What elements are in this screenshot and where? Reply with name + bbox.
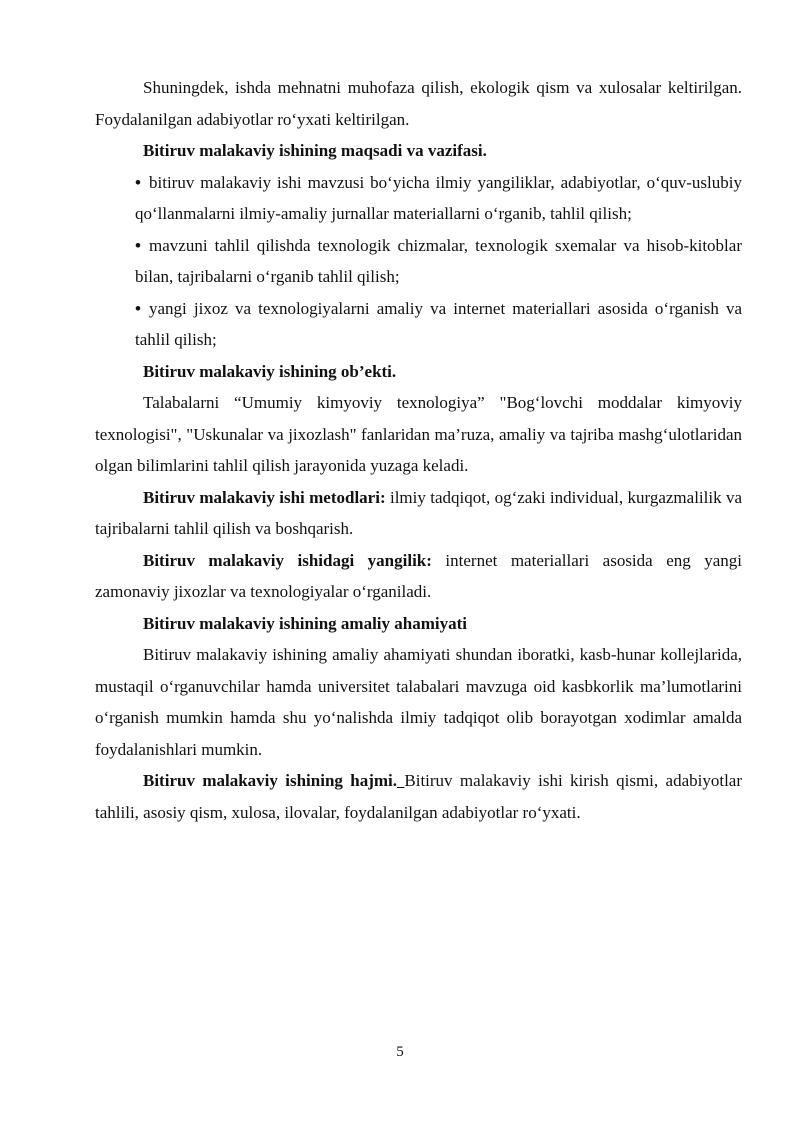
bullet-text: yangi jixoz va texnologiyalarni amaliy va internet materiallari asosida o‘rganish va tahlil qilish; <box>135 298 742 349</box>
bullet-icon: • <box>135 298 141 318</box>
page-number: 5 <box>396 1044 404 1060</box>
practical-heading: Bitiruv malakaviy ishining amaliy ahamiyati <box>143 613 467 633</box>
list-item <box>135 167 742 230</box>
object-paragraph: Talabalarni “Umumiy kimyoviy texnologiya” "Bog‘lovchi moddalar kimyoviy texnologisi", "Uskunalar va jixozlash" fanlaridan ma’ruza, amaliy va tajriba mashg‘ulotlaridan olgan bilimlarini tahlil qilish jarayonida yuzaga keladi. <box>95 393 742 475</box>
intro-paragraph: Shuningdek, ishda mehnatni muhofaza qilish, ekologik qism va xulosalar keltirilgan. Foydalanilgan adabiyotlar ro‘yxati keltirilgan. <box>95 78 742 129</box>
methods-text: ilmiy tadqiqot, og‘zaki individual, kurgazmalilik va tajribalarni tahlil qilish va boshqarish. <box>95 487 743 538</box>
methods-paragraph <box>95 482 742 545</box>
bullet-icon: • <box>135 172 141 192</box>
practical-paragraph: Bitiruv malakaviy ishining amaliy ahamiyati shundan iboratki, kasb-hunar kollejlarida, mustaqil o‘rganuvchilar hamda universitet talabalari mavzuga oid kasbkorlik ma’lumotlarini o‘rganish mumkin hamda shu yo‘nalishda ilmiy tadqiqot olib borayotgan xodimlar amalda foydalanishlari mumkin. <box>95 645 742 759</box>
volume-text: Bitiruv malakaviy ishi kirish qismi, adabiyotlar tahlili, asosiy qism, xulosa, ilovalar, foydalanilgan adabiyotlar ro‘yxati. <box>95 771 742 822</box>
novelty-text: internet materiallari asosida eng yangi zamonaviy jixozlar va texnologiyalar o‘rganiladi. <box>95 550 742 601</box>
methods-label: Bitiruv malakaviy ishi metodlari: <box>143 487 386 507</box>
bullet-text: mavzuni tahlil qilishda texnologik chizmalar, texnologik sxemalar va hisob-kitoblar bilan, tajribalarni o‘rganib tahlil qilish; <box>135 235 742 286</box>
goals-heading: Bitiruv malakaviy ishining maqsadi va vazifasi. <box>143 141 487 160</box>
novelty-paragraph <box>95 545 742 608</box>
volume-label: Bitiruv malakaviy ishining hajmi. <box>143 771 398 790</box>
bullet-text: bitiruv malakaviy ishi mavzusi bo‘yicha ilmiy yangiliklar, adabiyotlar, o‘quv-uslubiy qo‘llanmalarni ilmiy-amaliy jurnallar materiallarni o‘rganib, tahlil qilish; <box>135 172 742 223</box>
volume-paragraph <box>95 765 742 828</box>
list-item <box>135 293 742 356</box>
bullet-icon: • <box>135 235 141 255</box>
novelty-label: Bitiruv malakaviy ishidagi yangilik: <box>143 550 432 570</box>
document-body <box>95 72 742 828</box>
list-item <box>135 230 742 293</box>
object-heading: Bitiruv malakaviy ishining ob’ekti. <box>143 361 397 381</box>
